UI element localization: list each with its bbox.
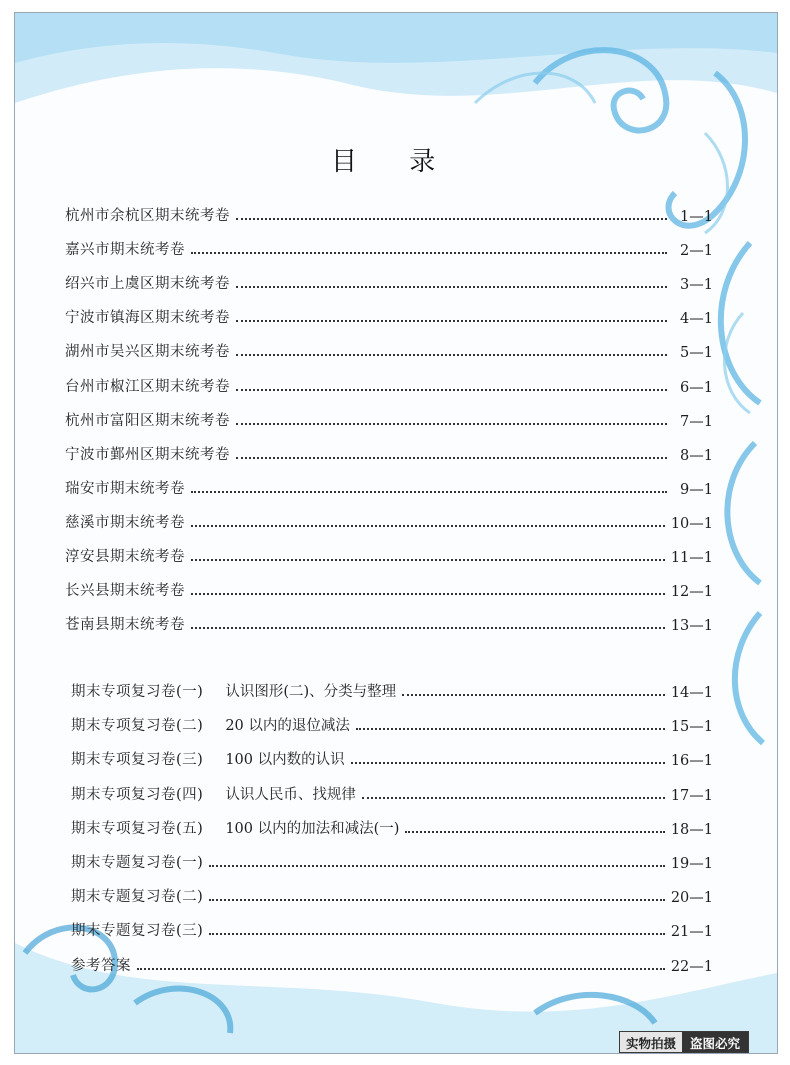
- toc-entry-page: 3—1: [680, 277, 713, 294]
- toc-entry-page: 19—1: [670, 856, 713, 872]
- toc-entry-page: 18—1: [670, 821, 713, 838]
- toc-entry-page: 15—1: [670, 719, 713, 736]
- toc-entry-page: 5—1: [680, 345, 713, 362]
- toc-entry[interactable]: [71, 951, 713, 975]
- toc-entry-title: 宁波市鄞州区期末统考卷: [65, 446, 230, 463]
- toc-entry-page: 13—1: [670, 618, 713, 635]
- toc-entry-title: 瑞安市期末统考卷: [65, 480, 185, 497]
- dot-leader: [191, 593, 665, 595]
- toc-entry-page: 17—1: [670, 787, 713, 804]
- toc-entry-page: 6—1: [680, 379, 713, 396]
- toc-entry-title: 期末专项复习卷(四): [71, 786, 204, 803]
- dot-leader: [191, 491, 667, 493]
- toc-entry-title: 绍兴市上虞区期末统考卷: [65, 276, 230, 293]
- toc-entry-subtitle: 认识人民币、找规律: [225, 786, 356, 803]
- toc-entry-title: 期末专项复习卷(一): [71, 684, 204, 700]
- dot-leader: [209, 865, 664, 867]
- dot-leader: [362, 797, 665, 799]
- toc-entry-page: 12—1: [670, 584, 713, 601]
- dot-leader: [191, 252, 667, 254]
- page-frame: [14, 12, 778, 1054]
- toc-entry[interactable]: [65, 337, 713, 361]
- toc-entry-page: 8—1: [680, 447, 713, 464]
- toc-entry-page: 4—1: [680, 311, 713, 328]
- page-title: 目 录: [331, 147, 458, 177]
- stamp-left-text: 实物拍摄: [620, 1032, 682, 1052]
- toc-entry-page: 21—1: [670, 924, 713, 941]
- toc-entry[interactable]: [71, 677, 713, 701]
- toc-entry-title: 杭州市富阳区期末统考卷: [65, 412, 230, 429]
- toc-entry[interactable]: [71, 711, 713, 735]
- toc-entry[interactable]: [71, 848, 713, 872]
- toc-entry[interactable]: [71, 745, 713, 769]
- toc-entry-page: 1—1: [680, 209, 713, 225]
- toc-entry-title: 期末专项复习卷(二): [71, 718, 204, 735]
- dot-leader: [209, 933, 664, 935]
- toc-entry[interactable]: [71, 882, 713, 906]
- dot-leader: [236, 218, 667, 220]
- dot-leader: [209, 899, 664, 901]
- toc-entry[interactable]: [65, 576, 713, 600]
- toc-entry[interactable]: [65, 201, 713, 225]
- toc-entry-title: 期末专项复习卷(三): [71, 752, 204, 769]
- stamp-right-text: 盗图必究: [682, 1032, 748, 1052]
- toc-entry-subtitle: 认识图形(二)、分类与整理: [225, 684, 397, 700]
- toc-entry-title: 参考答案: [71, 957, 131, 974]
- toc-entry[interactable]: [65, 440, 713, 464]
- toc-entry-title: 期末专题复习卷(三): [71, 923, 204, 940]
- dot-leader: [236, 389, 667, 391]
- dot-leader: [236, 457, 667, 459]
- dot-leader: [236, 320, 667, 322]
- toc-entry-page: 16—1: [670, 753, 713, 770]
- toc-entry-title: 期末专题复习卷(二): [71, 889, 204, 906]
- toc-entry-page: 22—1: [670, 958, 713, 975]
- toc-entry-title: 苍南县期末统考卷: [65, 617, 185, 634]
- toc-entry-subtitle: 20 以内的退位减法: [225, 718, 350, 735]
- toc-entry-title: 期末专题复习卷(一): [71, 855, 204, 871]
- dot-leader: [236, 423, 667, 425]
- toc-entry-page: 10—1: [670, 515, 713, 532]
- dot-leader: [356, 728, 665, 730]
- toc-entry-page: 9—1: [680, 481, 713, 498]
- toc-entry[interactable]: [65, 269, 713, 293]
- toc-entry[interactable]: [65, 372, 713, 396]
- dot-leader: [236, 354, 667, 356]
- dot-leader: [191, 627, 665, 629]
- toc-entry[interactable]: [65, 406, 713, 430]
- toc-entry-title: 台州市椒江区期末统考卷: [65, 378, 230, 395]
- toc-entry-page: 2—1: [680, 243, 713, 260]
- toc-entry[interactable]: [71, 814, 713, 838]
- dot-leader: [191, 525, 665, 527]
- toc-entry-title: 淳安县期末统考卷: [65, 549, 185, 565]
- toc-entry[interactable]: [65, 303, 713, 327]
- dot-leader: [402, 694, 665, 696]
- toc-entry-page: 14—1: [670, 685, 713, 701]
- toc-entry-subtitle: 100 以内的加法和减法(一): [225, 820, 400, 837]
- toc-entry[interactable]: [71, 780, 713, 804]
- dot-leader: [236, 286, 667, 288]
- toc-entry-title: 嘉兴市期末统考卷: [65, 242, 185, 259]
- toc-entry-title: 期末专项复习卷(五): [71, 820, 204, 837]
- dot-leader: [405, 831, 664, 833]
- toc-entry-title: 湖州市吴兴区期末统考卷: [65, 344, 230, 361]
- toc-entry-page: 11—1: [670, 550, 713, 566]
- copyright-stamp: [619, 1031, 749, 1053]
- toc-entry-title: 宁波市镇海区期末统考卷: [65, 310, 230, 327]
- toc-entry-title: 长兴县期末统考卷: [65, 583, 185, 600]
- toc-entry[interactable]: [65, 542, 713, 566]
- toc-entry-page: 7—1: [680, 413, 713, 430]
- dot-leader: [191, 559, 665, 561]
- toc-entry-subtitle: 100 以内数的认识: [225, 752, 345, 769]
- dot-leader: [137, 968, 665, 970]
- toc-entry[interactable]: [65, 474, 713, 498]
- toc-entry-title: 杭州市余杭区期末统考卷: [65, 208, 230, 224]
- toc-entry[interactable]: [71, 916, 713, 940]
- toc-entry[interactable]: [65, 610, 713, 634]
- toc-entry[interactable]: [65, 508, 713, 532]
- toc-entry[interactable]: [65, 235, 713, 259]
- dot-leader: [351, 762, 665, 764]
- toc-entry-title: 慈溪市期末统考卷: [65, 514, 185, 531]
- toc-entry-page: 20—1: [670, 890, 713, 907]
